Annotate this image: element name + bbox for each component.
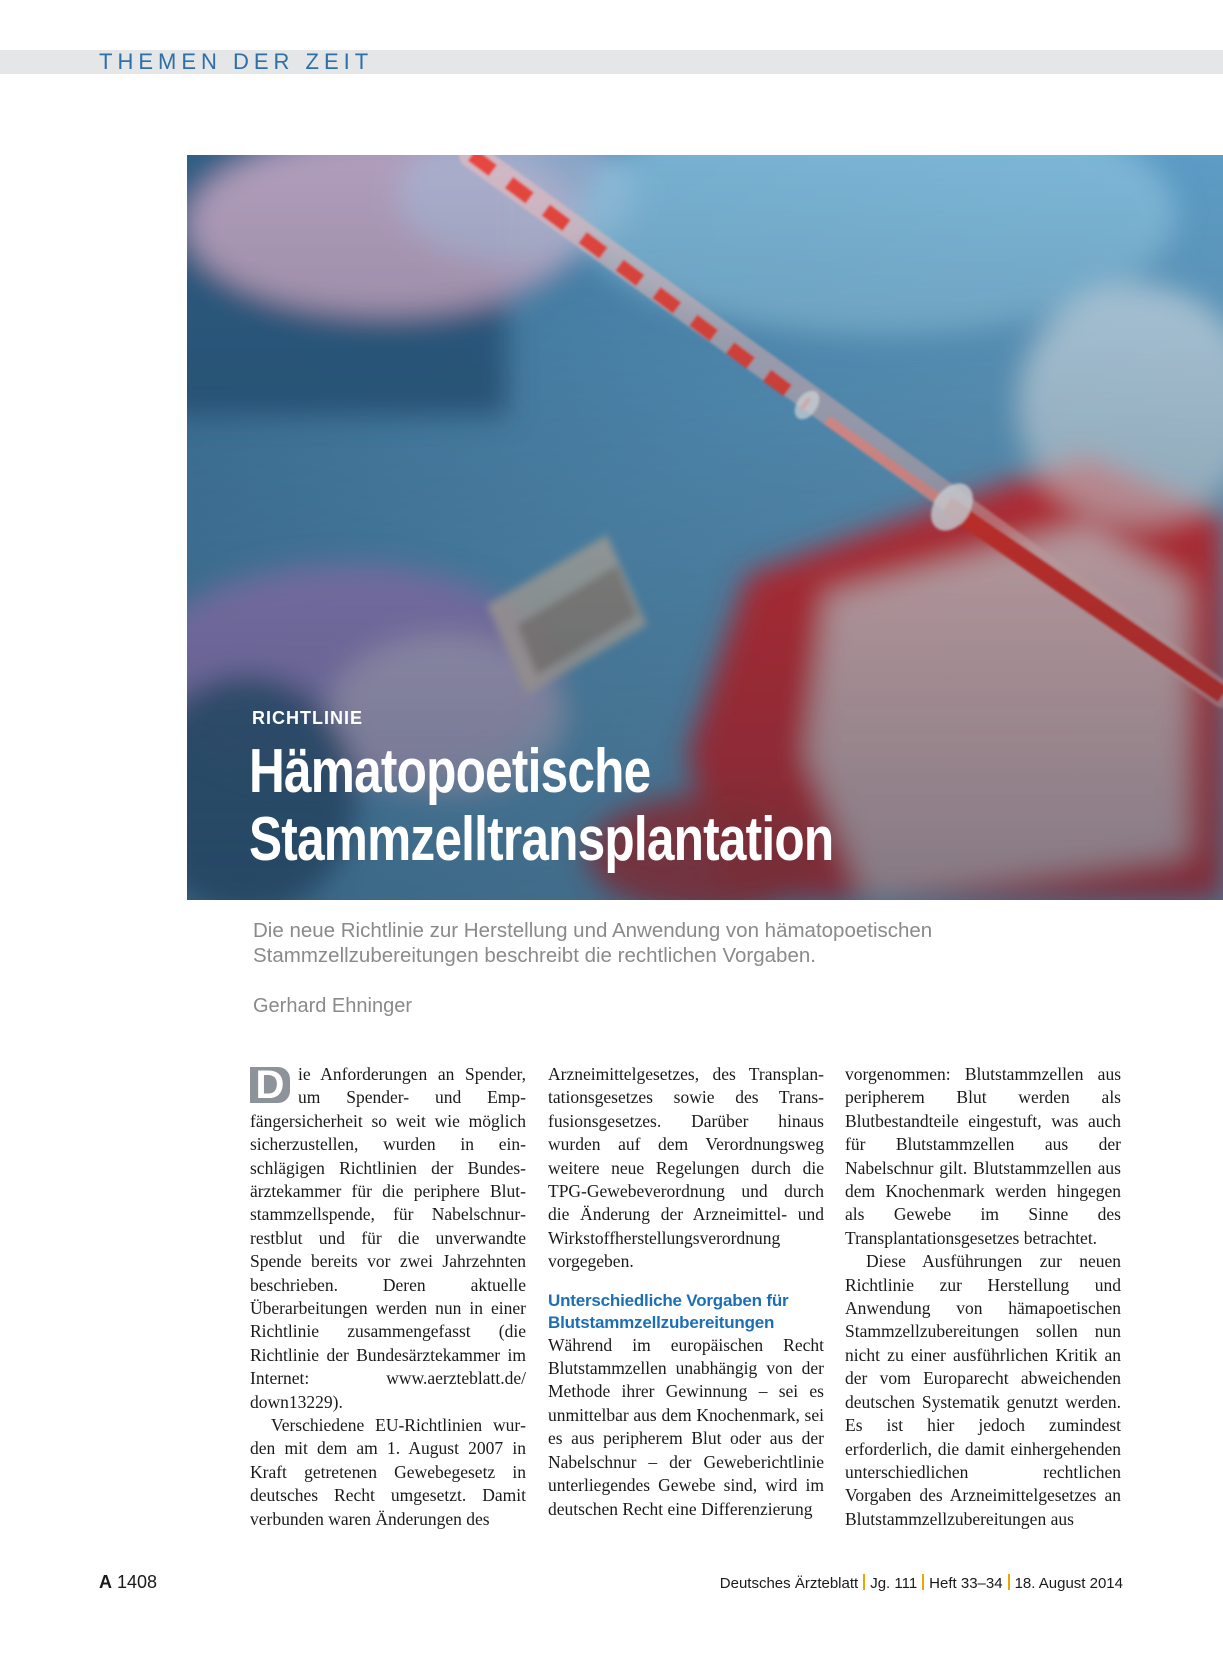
article-title-line-2: Stammzelltransplantation <box>249 805 834 874</box>
article-lead: Die neue Richtlinie zur Herstellung und Anwendung von hämatopoetischen Stammzellzubereitungen beschreibt die rechtlichen Vorgaben. <box>253 919 933 967</box>
article-title <box>249 738 833 874</box>
footer-separator <box>1008 1574 1010 1590</box>
text-column-2 <box>548 1063 824 1521</box>
paragraph-4: Diese Ausführungen zur neuen Richtlinie zur Herstellung und Anwendung von hämapoetischen Stammzellzubereitungen sollen nun nicht zu einer ausführlichen Kritik an der vom Europarecht abweichenden deutschen Systematik genutzt werden. Es ist hier jedoch zumindest erforderlich, die damit einhergehenden unterschiedlichen rechtlichen Vorgaben des Arzneimittelgesetzes an Blutstammzellzubereitungen aus <box>845 1251 1121 1529</box>
paragraph-2-continued: Arzneimittelgesetzes, des Transplantationsgesetzes sowie des Transfusionsgesetzes. Darüber hinaus wurden auf dem Verordnungsweg weitere neue Regelungen durch die TPG-Gewebeverordnung und durch die Änderung der Arzneimittel- und Wirkstoffherstellungsverordnung vorgegeben. <box>548 1064 824 1272</box>
text-column-3 <box>845 1063 1121 1531</box>
drop-cap: D <box>250 1067 290 1103</box>
paragraph-2: Verschiedene EU-Richtlinien wurden mit dem am 1. August 2007 in Kraft getretenen Gewebegesetz in deutsches Recht umgesetzt. Damit verbunden waren Änderungen des <box>250 1415 526 1529</box>
hero-image <box>187 155 1223 900</box>
paragraph-1 <box>250 1063 526 1414</box>
article-author: Gerhard Ehninger <box>253 995 412 1017</box>
page-number <box>99 1572 157 1593</box>
journal-date: 18. August 2014 <box>1014 1575 1123 1592</box>
page-prefix: A <box>99 1572 112 1592</box>
article-title-line-1: Hämatopoetische <box>249 737 651 806</box>
journal-issue: Heft 33–34 <box>929 1575 1003 1592</box>
text-column-1 <box>250 1063 526 1414</box>
journal-volume: Jg. 111 <box>870 1575 918 1592</box>
text-column-1b <box>250 1414 526 1531</box>
paragraph-3-continued: vorgenommen: Blutstammzellen aus peripherem Blut werden als Blutbestandteile eingestuft, was auch für Blutstammzellen aus der Nabelschnur gilt. Blutstammzellen aus dem Knochenmark werden hingegen als Gewebe im Sinne des Transplantationsgesetzes betrachtet. <box>845 1064 1121 1248</box>
paragraph-1-text: ie Anforderungen an Spender, um Spender- und Empfängersicherheit so weit wie möglich sicherzustellen, wurden in einschlägigen Richtlinien der Bundesärztekammer für die periphere Blutstammzellspende, für Nabelschnurrestblut und für die unverwandte Spende bereits vor zwei Jahrzehnten beschrieben. Deren aktuelle Überarbeitungen werden nun in einer Richtlinie zusammengefasst (die Richtlinie der Bundesärztekammer im Internet: www.aerzteblatt.de/ down13229). <box>250 1064 526 1412</box>
page-number-value: 1408 <box>117 1572 158 1592</box>
section-label: THEMEN DER ZEIT <box>99 49 374 74</box>
journal-name: Deutsches Ärzteblatt <box>719 1575 859 1592</box>
subheading: Unterschiedliche Vorgaben für Blutstammzellzubereitungen <box>548 1290 789 1332</box>
journal-info <box>720 1574 1123 1592</box>
footer-separator <box>863 1574 865 1590</box>
paragraph-3: Während im europäischen Recht Blutstammzellen unabhängig von der Methode ihrer Gewinnung – sei es unmittelbar aus dem Knochenmark, sei es aus peripherem Blut oder aus der Nabelschnur – der Geweberichtlinie unterliegendes Gewebe sind, wird im deutschen Recht eine Differenzierung <box>548 1334 824 1519</box>
article-kicker: RICHTLINIE <box>252 708 363 728</box>
footer-separator <box>922 1574 924 1590</box>
